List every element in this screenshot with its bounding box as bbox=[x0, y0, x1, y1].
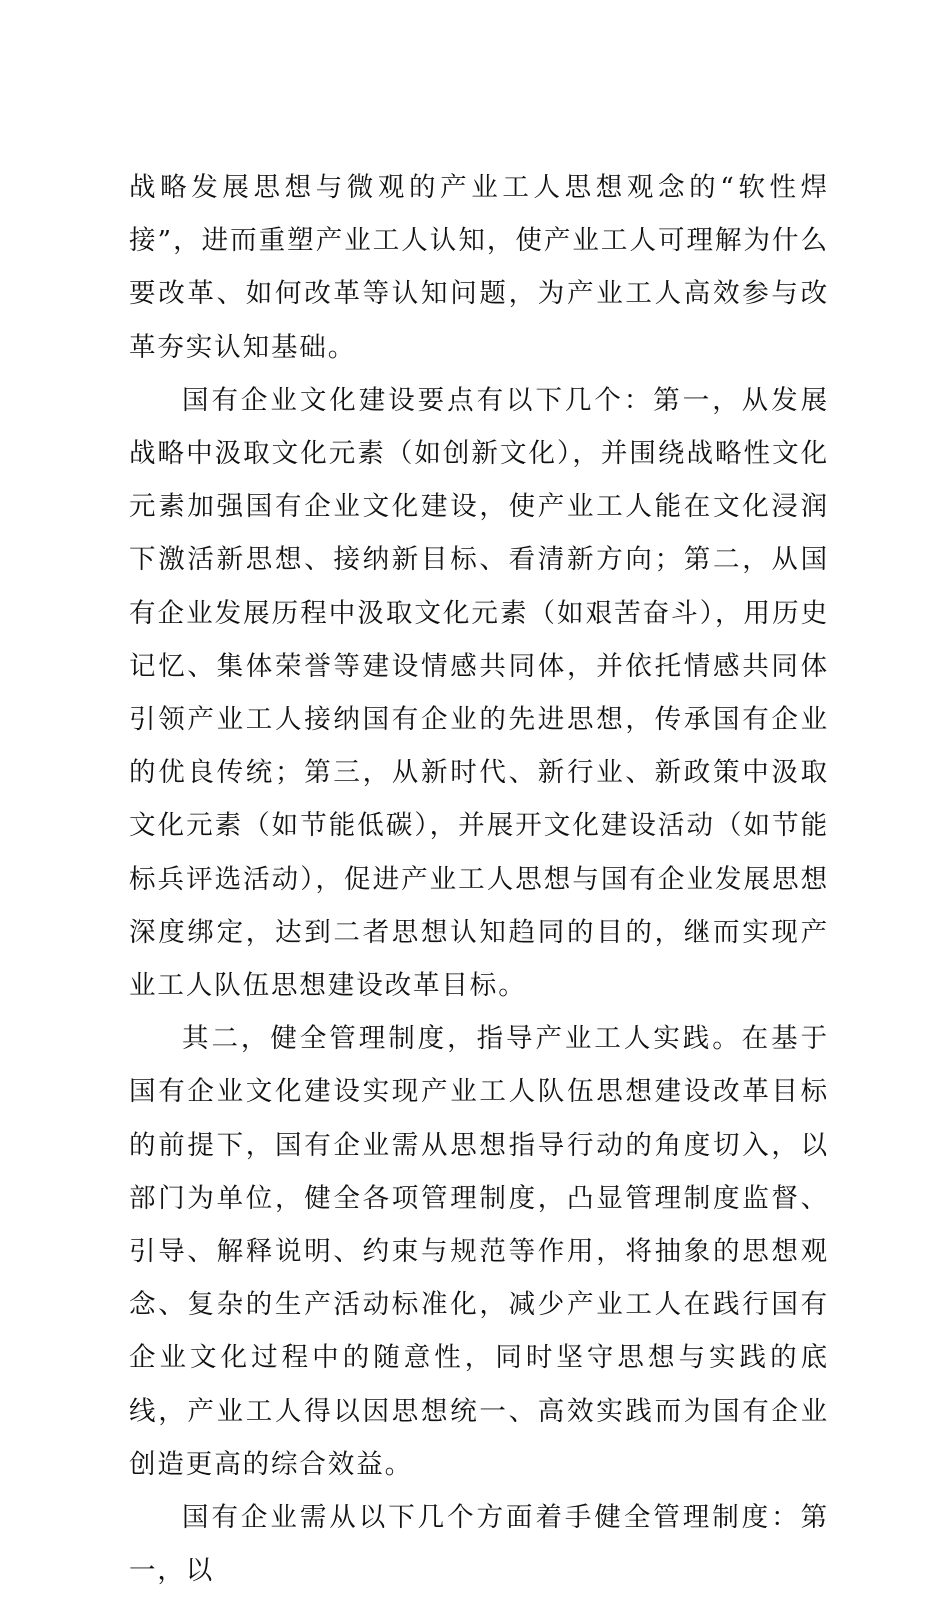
paragraph-4: 国有企业需从以下几个方面着手健全管理制度：第一，以 bbox=[129, 1502, 829, 1587]
paragraph-1: 战略发展思想与微观的产业工人思想观念的“软性焊接”，进而重塑产业工人认知，使产业工人可理解为什么要改革、如何改革等认知问题，为产业工人高效参与改革夯实认知基础。 bbox=[129, 172, 829, 363]
paragraph-3: 其二，健全管理制度，指导产业工人实践。在基于国有企业文化建设实现产业工人队伍思想建设改革目标的前提下，国有企业需从思想指导行动的角度切入，以部门为单位，健全各项管理制度，凸显管理制度监督、引导、解释说明、约束与规范等作用，将抽象的思想观念、复杂的生产活动标准化，减少产业工人在践行国有企业文化过程中的随意性，同时坚守思想与实践的底线，产业工人得以因思想统一、高效实践而为国有企业创造更高的综合效益。 bbox=[129, 1023, 829, 1480]
document-body bbox=[129, 161, 829, 1597]
paragraph-2: 国有企业文化建设要点有以下几个：第一，从发展战略中汲取文化元素（如创新文化），并围绕战略性文化元素加强国有企业文化建设，使产业工人能在文化浸润下激活新思想、接纳新目标、看清新方向；第二，从国有企业发展历程中汲取文化元素（如艰苦奋斗），用历史记忆、集体荣誉等建设情感共同体，并依托情感共同体引领产业工人接纳国有企业的先进思想，传承国有企业的优良传统；第三，从新时代、新行业、新政策中汲取文化元素（如节能低碳），并展开文化建设活动（如节能标兵评选活动），促进产业工人思想与国有企业发展思想深度绑定，达到二者思想认知趋同的目的，继而实现产业工人队伍思想建设改革目标。 bbox=[129, 384, 829, 1002]
